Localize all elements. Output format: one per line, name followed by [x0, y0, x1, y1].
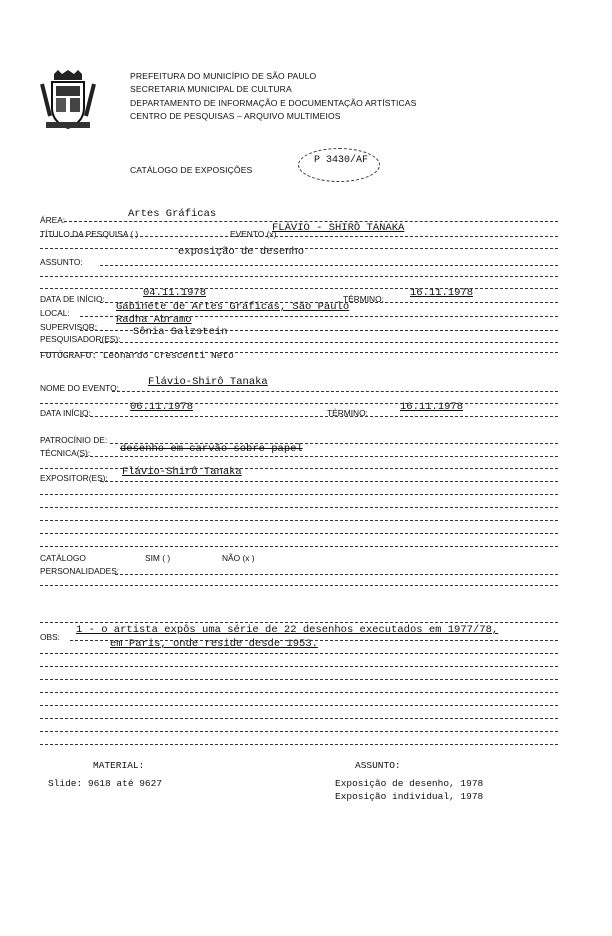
- personalidades-label: PERSONALIDADES:: [40, 566, 120, 576]
- form-rule-line: [40, 585, 558, 586]
- header-line: SECRETARIA MUNICIPAL DE CULTURA: [130, 84, 292, 94]
- catalogo-sim: SIM ( ): [145, 553, 171, 563]
- tecnica-label: TÉCNICA(S):: [40, 448, 91, 458]
- footer-assunto-value: Exposição de desenho, 1978: [335, 778, 484, 789]
- form-rule-line: [40, 731, 558, 732]
- form-rule-line: [40, 718, 558, 719]
- form-rule-line: [40, 494, 558, 495]
- obs-label: OBS:: [40, 632, 61, 642]
- supervisor-value: Radha Abramo: [116, 314, 192, 326]
- form-rule-line: [80, 456, 558, 457]
- form-rule-line: [115, 574, 558, 575]
- fotografo: FOTÓGRAFO: Leonardo Crescenti Neto: [40, 350, 234, 361]
- form-rule-line: [40, 692, 558, 693]
- obs-line-1: 1 - o artista expôs uma série de 22 desenhos executados em 1977/78,: [76, 624, 499, 636]
- form-rule-line: [112, 391, 558, 392]
- termino-value: 16.11.1978: [410, 287, 474, 299]
- area-label: ÁREA:: [40, 215, 66, 225]
- footer-assunto-value: Exposição individual, 1978: [335, 791, 484, 802]
- pesquisadores-label: PESQUISADOR(ES):: [40, 334, 121, 344]
- catalogo-nao: NÃO (x ): [222, 553, 255, 563]
- catalog-title: CATÁLOGO DE EXPOSIÇÕES: [130, 165, 253, 175]
- form-rule-line: [40, 520, 558, 521]
- area-value: Artes Gráficas: [128, 208, 217, 220]
- nome-evento-value: Flávio-Shirô Tanaka: [148, 376, 268, 388]
- header-line: DEPARTAMENTO DE INFORMAÇÃO E DOCUMENTAÇÃO ARTÍSTICAS: [130, 98, 417, 108]
- form-rule-line: [40, 236, 558, 237]
- form-rule-line: [40, 666, 558, 667]
- form-rule-line: [100, 342, 558, 343]
- patrocinio-label: PATROCÍNIO DE:: [40, 435, 108, 445]
- assunto-label: ASSUNTO:: [40, 257, 83, 267]
- data-inicio-value: 04.11.1978: [143, 287, 207, 299]
- form-rule-line: [40, 248, 558, 249]
- data-inicio2-value: 06.11.1978: [130, 401, 194, 413]
- material-label: MATERIAL:: [93, 760, 145, 771]
- form-rule-line: [40, 546, 558, 547]
- form-rule-line: [100, 265, 558, 266]
- form-rule-line: [80, 316, 558, 317]
- expositor-value: Flávio-Shirô Tanaka: [122, 466, 242, 478]
- titulo-label: TÍTULO DA PESQUISA ( ): [40, 229, 139, 239]
- evento-label: EVENTO (x): [230, 229, 277, 239]
- titulo-value: FLÁVIO - SHIRÔ TANAKA: [272, 222, 405, 234]
- stamp-code: P 3430/AF: [314, 155, 369, 166]
- obs-line-2: em Paris, onde reside desde 1953.: [110, 638, 318, 650]
- form-rule-line: [110, 443, 558, 444]
- form-rule-line: [40, 403, 558, 404]
- form-rule-line: [40, 468, 558, 469]
- material-value: Slide: 9618 até 9627: [48, 778, 163, 789]
- footer-assunto-label: ASSUNTO:: [355, 760, 401, 771]
- assunto-value: exposição de desenho: [178, 246, 305, 258]
- expositor-label: EXPOSITOR(ES):: [40, 473, 108, 483]
- form-rule-line: [40, 533, 558, 534]
- form-rule-line: [100, 302, 558, 303]
- pesquisadores-value: Sônia Salzstein: [133, 326, 228, 338]
- catalogo-label: CATÁLOGO: [40, 553, 86, 563]
- form-rule-line: [40, 276, 558, 277]
- termino2-label: TÉRMINO:: [327, 408, 368, 418]
- termino2-value: 16.11.1978: [400, 401, 464, 413]
- nome-evento-label: NOME DO EVENTO:: [40, 383, 119, 393]
- form-rule-line: [40, 622, 558, 623]
- header-line: PREFEITURA DO MUNICÍPIO DE SÃO PAULO: [130, 71, 317, 81]
- form-rule-line: [80, 416, 558, 417]
- form-rule-line: [40, 288, 558, 289]
- form-rule-line: [40, 653, 558, 654]
- form-rule-line: [64, 221, 558, 222]
- form-rule-line: [70, 640, 558, 641]
- form-rule-line: [40, 352, 558, 353]
- local-value: Gabinete de Artes Gráficas, São Paulo: [116, 301, 350, 313]
- coat-of-arms-logo: [40, 70, 96, 130]
- termino-label: TÉRMINO:: [343, 294, 384, 304]
- data-inicio2-label: DATA INÍCIO:: [40, 408, 91, 418]
- form-rule-line: [80, 330, 558, 331]
- data-inicio-label: DATA DE INÍCIO:: [40, 294, 105, 304]
- header-line: CENTRO DE PESQUISAS – ARQUIVO MULTIMEIOS: [130, 111, 341, 121]
- tecnica-value: desenho em carvão sobre papel: [120, 443, 303, 455]
- supervisor-label: SUPERVISOR:: [40, 322, 98, 332]
- form-rule-line: [100, 481, 558, 482]
- form-rule-line: [40, 507, 558, 508]
- form-rule-line: [40, 679, 558, 680]
- form-rule-line: [40, 744, 558, 745]
- local-label: LOCAL:: [40, 308, 70, 318]
- form-rule-line: [40, 705, 558, 706]
